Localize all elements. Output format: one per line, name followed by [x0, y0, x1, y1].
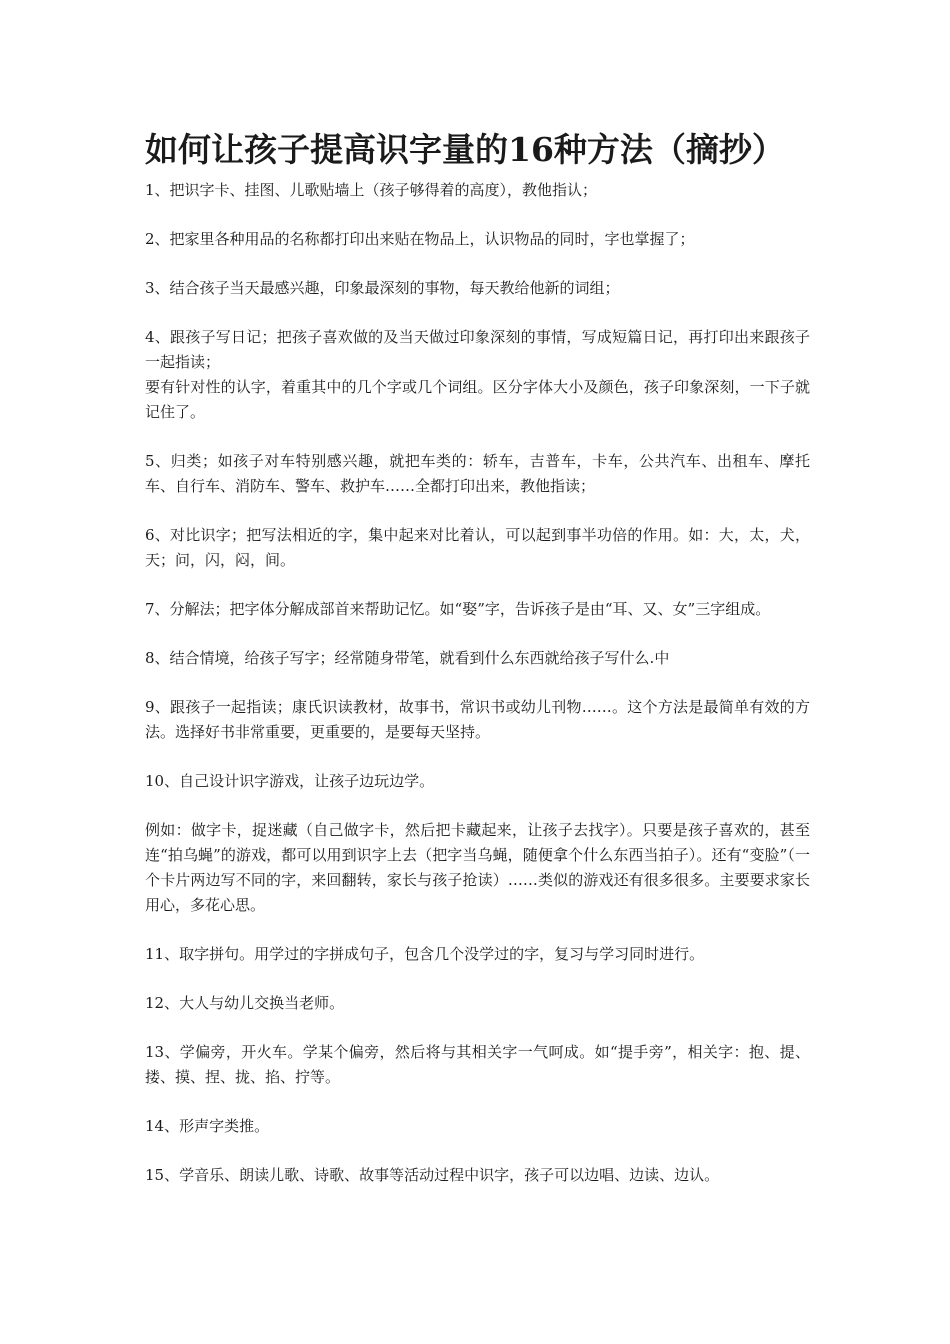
paragraph-item-15: 15、学音乐、朗读儿歌、诗歌、故事等活动过程中识字，孩子可以边唱、边读、边认。: [145, 1166, 720, 1184]
paragraph-item-8: 8、结合情境，给孩子写字；经常随身带笔，就看到什么东西就给孩子写什么.中: [145, 649, 670, 667]
paragraph-item-14: 14、形声字类推。: [145, 1117, 270, 1135]
paragraph-item-7: 7、分解法；把字体分解成部首来帮助记忆。如“娶”字，告诉孩子是由“耳、又、女”三字组成。: [145, 600, 771, 618]
paragraph-item-6: 6、对比识字；把写法相近的字，集中起来对比着认，可以起到事半功倍的作用。如：大，太，犬，天；问，闪，闷，间。: [145, 526, 810, 569]
paragraph-item-11: 11、取字拼句。用学过的字拼成句子，包含几个没学过的字，复习与学习同时进行。: [145, 945, 705, 963]
paragraph-item-4-note: 要有针对性的认字，着重其中的几个字或几个词组。区分字体大小及颜色，孩子印象深刻，一下子就记住了。: [145, 378, 810, 421]
paragraph-item-10: 10、自己设计识字游戏，让孩子边玩边学。: [145, 772, 435, 790]
paragraph-item-1: 1、把识字卡、挂图、儿歌贴墙上（孩子够得着的高度），教他指认；: [145, 181, 598, 199]
paragraph-item-5: 5、归类；如孩子对车特别感兴趣，就把车类的：轿车，吉普车，卡车，公共汽车、出租车、摩托车、自行车、消防车、警车、救护车……全都打印出来，教他指读；: [145, 452, 810, 495]
paragraph-item-3: 3、结合孩子当天最感兴趣，印象最深刻的事物，每天教给他新的词组；: [145, 279, 620, 297]
paragraph-item-10-example: 例如：做字卡，捉迷藏（自己做字卡，然后把卡藏起来，让孩子去找字）。只要是孩子喜欢的，甚至连“拍乌蝇”的游戏，都可以用到识字上去（把字当乌蝇，随便拿个什么东西当拍子）。还有“变脸”（一个卡片两边写不同的字，来回翻转，家长与孩子抢读）……类似的游戏还有很多很多。主要要求家长用心，多花心思。: [145, 821, 810, 914]
paragraph-item-9: 9、跟孩子一起指读；康氏识读教材，故事书，常识书或幼儿刊物……。这个方法是最简单有效的方法。选择好书非常重要，更重要的，是要每天坚持。: [145, 698, 810, 741]
paragraph-item-4: 4、跟孩子写日记；把孩子喜欢做的及当天做过印象深刻的事情，写成短篇日记，再打印出来跟孩子一起指读；: [145, 328, 810, 371]
document-title: 如何让孩子提高识字量的16种方法（摘抄）: [145, 130, 785, 169]
paragraph-item-12: 12、大人与幼儿交换当老师。: [145, 994, 345, 1012]
document-page: [145, 128, 810, 1212]
paragraph-item-13: 13、学偏旁，开火车。学某个偏旁，然后将与其相关字一气呵成。如“提手旁”，相关字：抱、提、搂、摸、捏、拢、掐、拧等。: [145, 1043, 810, 1086]
paragraph-item-2: 2、把家里各种用品的名称都打印出来贴在物品上，认识物品的同时，字也掌握了；: [145, 230, 695, 248]
